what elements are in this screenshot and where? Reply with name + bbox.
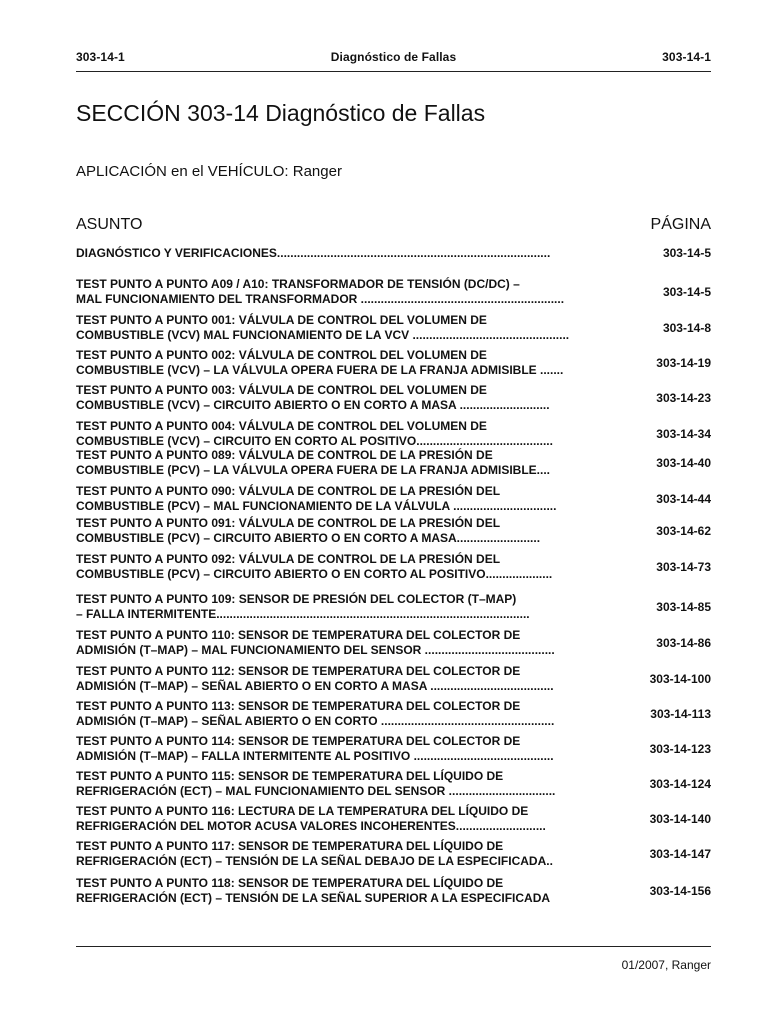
toc-entry-line: ADMISIÓN (T–MAP) – SEÑAL ABIERTO O EN CORTO ....................................................: [76, 714, 555, 728]
toc-entry: [76, 277, 711, 307]
toc-entry: [76, 664, 711, 694]
toc-entry: [76, 628, 711, 658]
toc-entry-page: 303-14-140: [649, 812, 711, 826]
toc-entry-text: [76, 699, 628, 729]
toc-entry-line: COMBUSTIBLE (PCV) – CIRCUITO ABIERTO O EN CORTO AL POSITIVO....................: [76, 567, 553, 581]
toc-entry: [76, 876, 711, 906]
toc-entry: [76, 769, 711, 799]
toc-entry: [76, 419, 711, 449]
toc-entry-page: 303-14-147: [649, 847, 711, 861]
toc-entry: [76, 839, 711, 869]
toc-entry-line: TEST PUNTO A PUNTO 001: VÁLVULA DE CONTROL DEL VOLUMEN DE: [76, 313, 487, 327]
page-header: [76, 50, 711, 66]
toc-entry-text: [76, 876, 628, 906]
toc-entry-line: MAL FUNCIONAMIENTO DEL TRANSFORMADOR .............................................................: [76, 292, 565, 306]
toc-entry-text: [76, 516, 628, 546]
toc-entry-line: COMBUSTIBLE (PCV) – LA VÁLVULA OPERA FUERA DE LA FRANJA ADMISIBLE....: [76, 463, 551, 477]
toc-entry: [76, 313, 711, 343]
toc-entry-line: TEST PUNTO A PUNTO 003: VÁLVULA DE CONTROL DEL VOLUMEN DE: [76, 383, 487, 397]
toc-entry-text: [76, 383, 628, 413]
toc-entry-page: 303-14-73: [656, 560, 711, 574]
toc-entry-line: TEST PUNTO A PUNTO 089: VÁLVULA DE CONTROL DE LA PRESIÓN DE: [76, 448, 493, 462]
toc-entry-line: TEST PUNTO A PUNTO 117: SENSOR DE TEMPERATURA DEL LÍQUIDO DE: [76, 839, 504, 853]
toc-entry-text: [76, 348, 628, 378]
toc-entry-line: TEST PUNTO A PUNTO 090: VÁLVULA DE CONTROL DE LA PRESIÓN DEL: [76, 484, 501, 498]
toc-entry-text: [76, 419, 628, 449]
header-rule: [76, 71, 711, 72]
toc-entry-page: 303-14-86: [656, 636, 711, 650]
toc-entry-line: TEST PUNTO A PUNTO A09 / A10: TRANSFORMADOR DE TENSIÓN (DC/DC) –: [76, 277, 520, 291]
toc-entry-line: ADMISIÓN (T–MAP) – SEÑAL ABIERTO O EN CORTO A MASA .....................................: [76, 679, 554, 693]
toc-entry: [76, 804, 711, 834]
toc-entry-line: TEST PUNTO A PUNTO 091: VÁLVULA DE CONTROL DE LA PRESIÓN DEL: [76, 516, 501, 530]
toc-entry-page: 303-14-5: [662, 285, 711, 299]
toc-entry-text: [76, 552, 628, 582]
footer-rule: [76, 946, 711, 947]
toc-entry-line: TEST PUNTO A PUNTO 110: SENSOR DE TEMPERATURA DEL COLECTOR DE: [76, 628, 521, 642]
toc-entry-text: [76, 313, 628, 343]
toc-entry-text: [76, 769, 628, 799]
toc-entry-line: REFRIGERACIÓN (ECT) – TENSIÓN DE LA SEÑAL DEBAJO DE LA ESPECIFICADA..: [76, 854, 553, 868]
page-column-header: PÁGINA: [650, 216, 711, 233]
toc-entry: [76, 484, 711, 514]
toc-entry-line: COMBUSTIBLE (PCV) – CIRCUITO ABIERTO O EN CORTO A MASA.........................: [76, 531, 541, 545]
toc-entry-text: [76, 448, 628, 478]
toc-entry-line: COMBUSTIBLE (VCV) MAL FUNCIONAMIENTO DE LA VCV ...............................................: [76, 328, 570, 342]
toc-entry-text: [76, 484, 628, 514]
toc-entry-page: 303-14-8: [662, 321, 711, 335]
section-title: SECCIÓN 303-14 Diagnóstico de Fallas: [76, 100, 486, 126]
toc-entry-line: REFRIGERACIÓN (ECT) – MAL FUNCIONAMIENTO DEL SENSOR ................................: [76, 784, 556, 798]
application-value: Ranger: [292, 163, 342, 180]
toc-entry: [76, 246, 711, 261]
toc-entry-line: COMBUSTIBLE (VCV) – CIRCUITO EN CORTO AL POSITIVO.........................................: [76, 434, 553, 448]
toc-entry-line: TEST PUNTO A PUNTO 109: SENSOR DE PRESIÓN DEL COLECTOR (T–MAP): [76, 592, 517, 606]
toc-entry-page: 303-14-100: [649, 672, 711, 686]
toc-entry: [76, 516, 711, 546]
toc-entry-line: TEST PUNTO A PUNTO 004: VÁLVULA DE CONTROL DEL VOLUMEN DE: [76, 419, 487, 433]
toc-entry-text: [76, 628, 628, 658]
page-footer: 01/2007, Ranger: [621, 958, 711, 972]
toc-entry-line: ADMISIÓN (T–MAP) – MAL FUNCIONAMIENTO DEL SENSOR .......................................: [76, 643, 555, 657]
toc-entry-line: TEST PUNTO A PUNTO 115: SENSOR DE TEMPERATURA DEL LÍQUIDO DE: [76, 769, 504, 783]
toc-entry: [76, 552, 711, 582]
toc-entry-page: 303-14-19: [656, 356, 711, 370]
toc-entry-line: TEST PUNTO A PUNTO 116: LECTURA DE LA TEMPERATURA DEL LÍQUIDO DE: [76, 804, 529, 818]
toc-entry-page: 303-14-62: [656, 524, 711, 538]
toc-entry-line: DIAGNÓSTICO Y VERIFICACIONES..................................................................................: [76, 246, 551, 260]
toc-entry-page: 303-14-113: [650, 707, 711, 721]
toc-entry-text: [76, 734, 628, 764]
toc-entry-page: 303-14-123: [649, 742, 711, 756]
toc-entry-text: [76, 664, 628, 694]
toc-entry-line: TEST PUNTO A PUNTO 118: SENSOR DE TEMPERATURA DEL LÍQUIDO DE: [76, 876, 504, 890]
toc-entry-line: TEST PUNTO A PUNTO 114: SENSOR DE TEMPERATURA DEL COLECTOR DE: [76, 734, 521, 748]
toc-entry-page: 303-14-85: [656, 600, 711, 614]
toc-entry-line: TEST PUNTO A PUNTO 113: SENSOR DE TEMPERATURA DEL COLECTOR DE: [76, 699, 521, 713]
toc-entry-line: TEST PUNTO A PUNTO 092: VÁLVULA DE CONTROL DE LA PRESIÓN DEL: [76, 552, 501, 566]
toc-entry-text: [76, 592, 628, 622]
toc-entry-text: [76, 839, 628, 869]
toc-entry-text: [76, 804, 628, 834]
header-title: Diagnóstico de Fallas: [330, 50, 457, 64]
toc-entry-line: REFRIGERACIÓN DEL MOTOR ACUSA VALORES INCOHERENTES...........................: [76, 819, 546, 833]
toc-entry: [76, 348, 711, 378]
toc-entry-line: – FALLA INTERMITENTE..............................................................................................: [76, 607, 530, 621]
toc-entry-page: 303-14-156: [649, 884, 711, 898]
toc-entry-text: [76, 277, 628, 307]
toc-entry-text: [76, 246, 628, 261]
application-label: APLICACIÓN en el VEHÍCULO:: [76, 163, 289, 180]
toc-entry-page: 303-14-44: [656, 492, 711, 506]
toc-entry-page: 303-14-34: [656, 427, 711, 441]
header-section-number-right: 303-14-1: [662, 50, 711, 64]
toc-entry-page: 303-14-124: [649, 777, 711, 791]
subject-column-header: ASUNTO: [76, 216, 143, 233]
toc-entry-line: TEST PUNTO A PUNTO 002: VÁLVULA DE CONTROL DEL VOLUMEN DE: [76, 348, 487, 362]
toc-entry-line: TEST PUNTO A PUNTO 112: SENSOR DE TEMPERATURA DEL COLECTOR DE: [76, 664, 521, 678]
toc-entry: [76, 592, 711, 622]
toc-entry-line: COMBUSTIBLE (VCV) – LA VÁLVULA OPERA FUERA DE LA FRANJA ADMISIBLE .......: [76, 363, 564, 377]
toc-entry: [76, 448, 711, 478]
vehicle-application: [76, 163, 342, 180]
toc-entry-page: 303-14-5: [662, 246, 711, 260]
toc-entry-line: COMBUSTIBLE (VCV) – CIRCUITO ABIERTO O EN CORTO A MASA ...........................: [76, 398, 550, 412]
toc-entry: [76, 734, 711, 764]
header-section-number-left: 303-14-1: [76, 50, 125, 64]
toc-entry: [76, 383, 711, 413]
toc-entry-line: COMBUSTIBLE (PCV) – MAL FUNCIONAMIENTO DE LA VÁLVULA ...............................: [76, 499, 557, 513]
toc-entry-line: ADMISIÓN (T–MAP) – FALLA INTERMITENTE AL POSITIVO ..........................................: [76, 749, 554, 763]
toc-entry-line: REFRIGERACIÓN (ECT) – TENSIÓN DE LA SEÑAL SUPERIOR A LA ESPECIFICADA: [76, 891, 551, 905]
toc-entry-page: 303-14-40: [656, 456, 711, 470]
toc-entry: [76, 699, 711, 729]
toc-entry-page: 303-14-23: [656, 391, 711, 405]
